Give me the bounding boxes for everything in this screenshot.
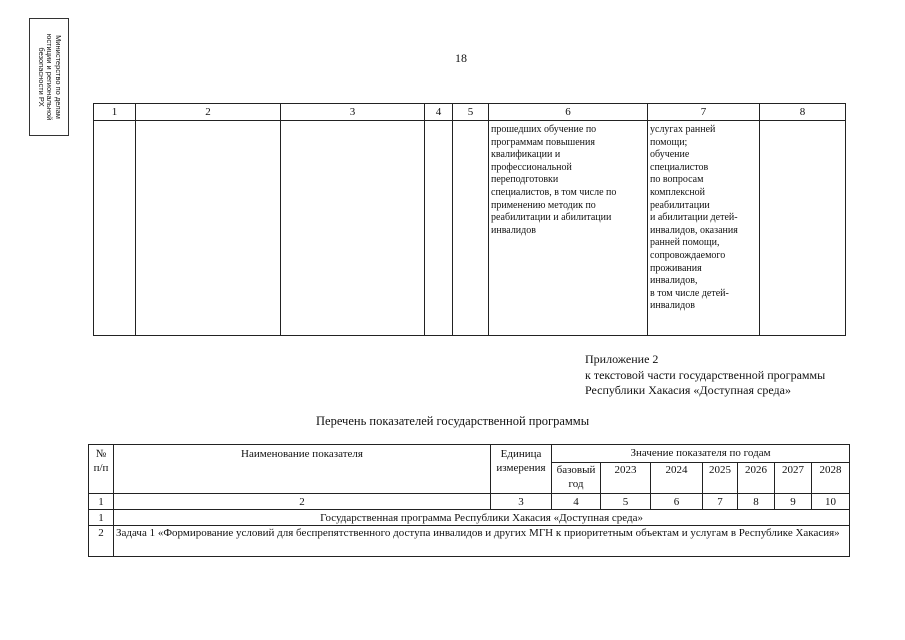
header-year-2026: 2026 xyxy=(738,463,775,494)
row-2-num: 2 xyxy=(89,526,114,557)
list-title: Перечень показателей государственной программы xyxy=(316,414,590,428)
header-year-2028: 2028 xyxy=(812,463,850,494)
col-header-1: 1 xyxy=(94,104,136,121)
col-num-4: 4 xyxy=(552,494,601,510)
cell-2 xyxy=(136,121,281,336)
cell-7-text: услугах ранней помощи; обучение специалистов по вопросам комплексной реабилитации и абилитации детей- инвалидов, оказания ранней помощи, сопровождаемого проживания инвалидов, в том числе детей- инвалидов xyxy=(650,124,738,312)
cell-8 xyxy=(760,121,846,336)
row-2-task: Задача 1 «Формирование условий для беспрепятственного доступа инвалидов и других МГН к приоритетным объектам и услугам в Республике Хакасия» xyxy=(114,526,850,557)
col-num-9: 9 xyxy=(775,494,812,510)
header-year-2024: 2024 xyxy=(651,463,703,494)
header-values-by-year: Значение показателя по годам xyxy=(552,445,850,463)
header-num: № п/п xyxy=(89,445,114,494)
col-num-5: 5 xyxy=(601,494,651,510)
stamp-line-2: юстиции и региональной xyxy=(45,33,55,121)
stamp-text xyxy=(36,21,62,133)
header-unit: Единица измерения xyxy=(491,445,552,494)
col-num-3: 3 xyxy=(491,494,552,510)
column-number-row xyxy=(94,104,846,121)
cell-3 xyxy=(281,121,425,336)
indicators-table xyxy=(88,444,850,557)
appendix-line-3: Республики Хакасия «Доступная среда» xyxy=(585,383,791,397)
appendix-line-1: Приложение 2 xyxy=(585,352,659,366)
cell-7 xyxy=(648,121,760,336)
cell-1 xyxy=(94,121,136,336)
col-num-6: 6 xyxy=(651,494,703,510)
cell-4 xyxy=(425,121,453,336)
header-name: Наименование показателя xyxy=(114,445,491,494)
header-year-base: базовый год xyxy=(552,463,601,494)
header-row-1 xyxy=(89,445,850,463)
col-num-8: 8 xyxy=(738,494,775,510)
row-1-program: Государственная программа Республики Хакасия «Доступная среда» xyxy=(114,510,850,526)
row-1-num: 1 xyxy=(89,510,114,526)
table-row xyxy=(89,526,850,557)
col-header-5: 5 xyxy=(453,104,489,121)
col-header-6: 6 xyxy=(489,104,648,121)
continuation-row xyxy=(94,121,846,336)
col-header-4: 4 xyxy=(425,104,453,121)
col-header-8: 8 xyxy=(760,104,846,121)
stamp-line-3: безопасности РХ xyxy=(36,47,46,107)
column-number-row xyxy=(89,494,850,510)
col-num-1: 1 xyxy=(89,494,114,510)
col-header-2: 2 xyxy=(136,104,281,121)
page-number: 18 xyxy=(455,51,467,65)
header-year-2025: 2025 xyxy=(703,463,738,494)
registration-stamp xyxy=(29,18,69,136)
col-num-10: 10 xyxy=(812,494,850,510)
stamp-line-1: Министерство по делам xyxy=(53,35,63,119)
continuation-table xyxy=(93,103,846,336)
col-header-3: 3 xyxy=(281,104,425,121)
cell-5 xyxy=(453,121,489,336)
header-year-2023: 2023 xyxy=(601,463,651,494)
cell-6-text: прошедших обучение по программам повышения квалификации и профессиональной переподготовки специалистов, в том числе по применению методик по реабилитации и абилитации инвалидов xyxy=(491,124,617,236)
appendix-line-2: к текстовой части государственной программы xyxy=(585,367,826,382)
col-header-7: 7 xyxy=(648,104,760,121)
table-row xyxy=(89,510,850,526)
cell-6 xyxy=(489,121,648,336)
col-num-7: 7 xyxy=(703,494,738,510)
appendix-heading xyxy=(585,352,825,399)
header-year-2027: 2027 xyxy=(775,463,812,494)
col-num-2: 2 xyxy=(114,494,491,510)
